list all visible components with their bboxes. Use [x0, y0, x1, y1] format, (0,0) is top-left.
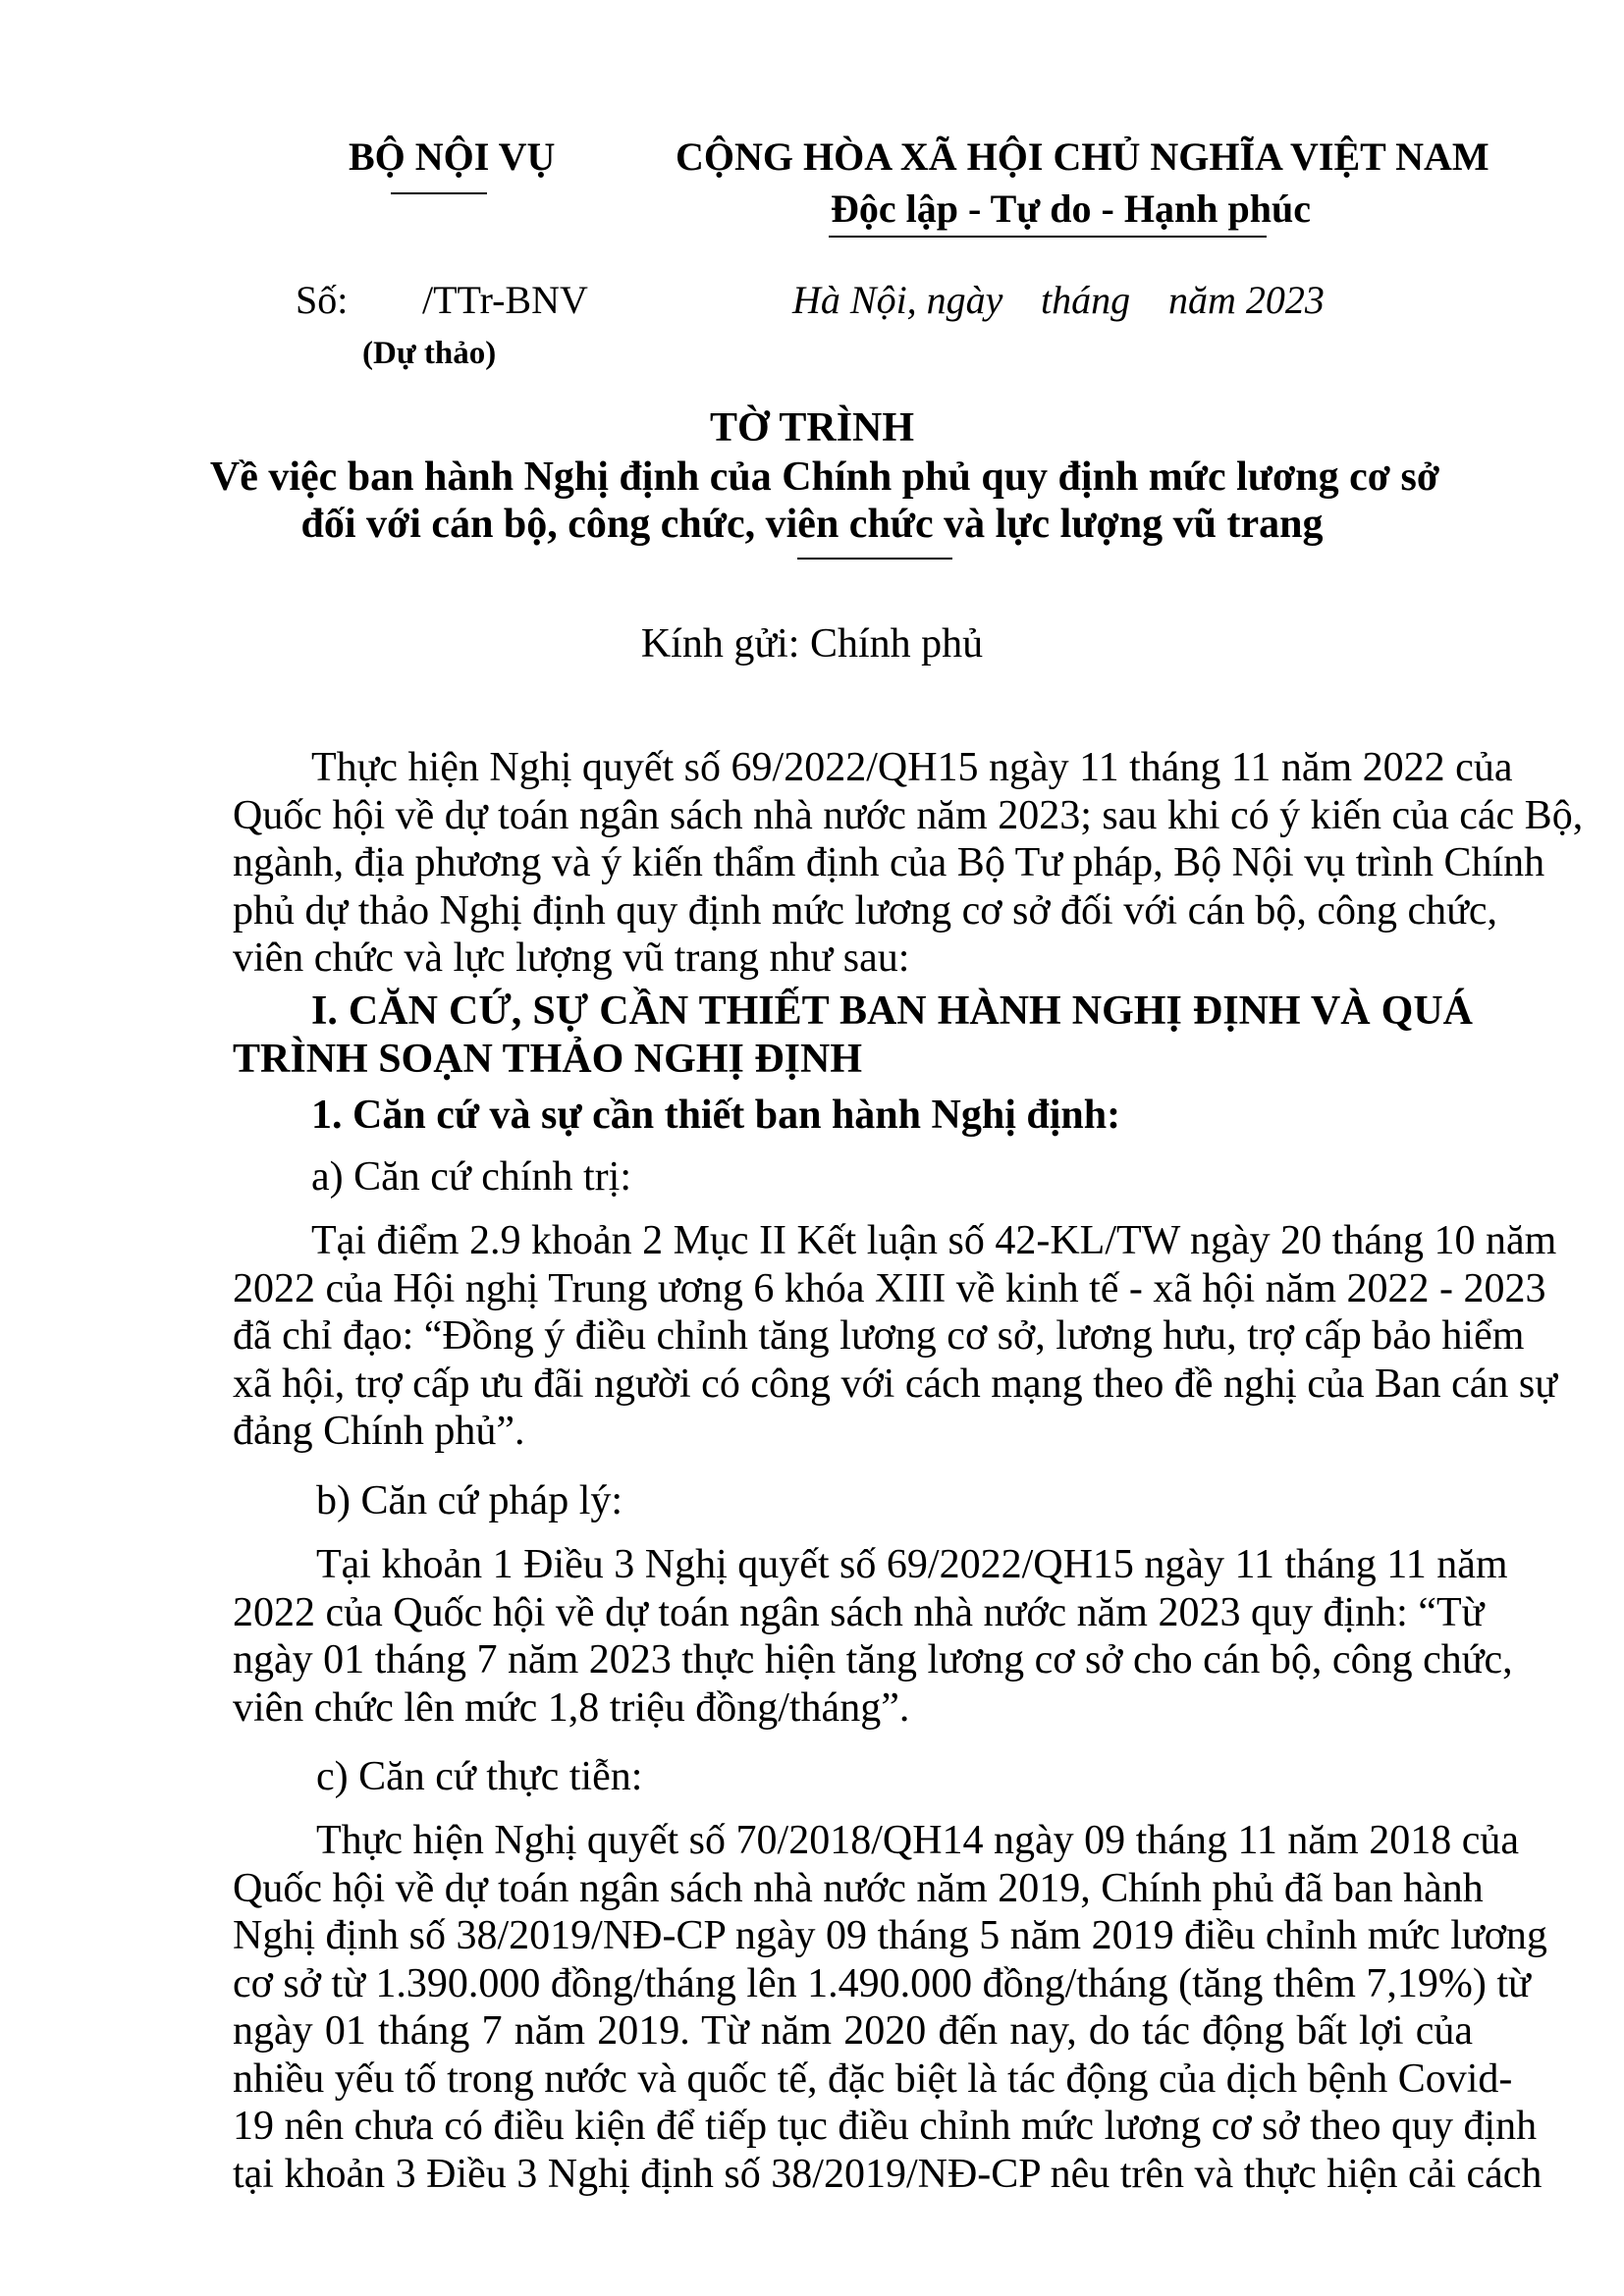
paragraph-line: nhiều yếu tố trong nước và quốc tế, đặc biệt là tác động của dịch bệnh Covid-	[233, 2056, 1513, 2102]
draft-label: (Dự thảo)	[362, 336, 497, 371]
paragraph-line: Nghị định số 38/2019/NĐ-CP ngày 09 tháng 5 năm 2019 điều chỉnh mức lương	[233, 1913, 1547, 1958]
document-subject-line-1: Về việc ban hành Nghị định của Chính phủ quy định mức lương cơ sở	[209, 454, 1440, 500]
paragraph-line: Tại khoản 1 Điều 3 Nghị quyết số 69/2022/QH15 ngày 11 tháng 11 năm	[316, 1542, 1508, 1587]
paragraph-line: xã hội, trợ cấp ưu đãi người có công với cách mạng theo đề nghị của Ban cán sự	[233, 1361, 1558, 1407]
recipient: Kính gửi: Chính phủ	[640, 621, 984, 667]
agency-underline	[391, 192, 487, 194]
paragraph-line: 2022 của Quốc hội về dự toán ngân sách nhà nước năm 2023 quy định: “Từ	[233, 1589, 1485, 1635]
section-heading-line: TRÌNH SOẠN THẢO NGHỊ ĐỊNH	[233, 1036, 862, 1082]
date-month: tháng	[1041, 278, 1131, 322]
paragraph-line: đã chỉ đạo: “Đồng ý điều chỉnh tăng lương cơ sở, lương hưu, trợ cấp bảo hiểm	[233, 1313, 1525, 1359]
intro-line: ngành, địa phương và ý kiến thẩm định của Bộ Tư pháp, Bộ Nội vụ trình Chính	[233, 840, 1545, 885]
agency-name: BỘ NỘI VỤ	[349, 134, 556, 179]
item-c-heading: c) Căn cứ thực tiễn:	[316, 1754, 643, 1799]
paragraph-line: ngày 01 tháng 7 năm 2019. Từ năm 2020 đến nay, do tác động bất lợi của	[233, 2008, 1473, 2054]
paragraph-c	[233, 1817, 1547, 2198]
motto-underline	[829, 236, 1267, 238]
title-underline	[797, 558, 952, 560]
paragraph-line: Tại điểm 2.9 khoản 2 Mục II Kết luận số 42-KL/TW ngày 20 tháng 10 năm	[311, 1218, 1557, 1263]
paragraph-line: Quốc hội về dự toán ngân sách nhà nước năm 2019, Chính phủ đã ban hành	[233, 1865, 1484, 1911]
intro-line: Quốc hội về dự toán ngân sách nhà nước năm 2023; sau khi có ý kiến của các Bộ,	[233, 792, 1584, 838]
intro-paragraph	[233, 744, 1584, 983]
national-motto: Độc lập - Tự do - Hạnh phúc	[831, 187, 1311, 231]
document-title: TỜ TRÌNH	[709, 405, 915, 451]
paragraph-line: tại khoản 3 Điều 3 Nghị định số 38/2019/NĐ-CP nêu trên và thực hiện cải cách	[233, 2151, 1543, 2197]
subsection-heading-1: 1. Căn cứ và sự cần thiết ban hành Nghị định:	[311, 1093, 1121, 1138]
paragraph-a	[233, 1217, 1558, 1456]
section-heading-line: I. CĂN CỨ, SỰ CẦN THIẾT BAN HÀNH NGHỊ ĐỊNH VÀ QUÁ	[311, 988, 1473, 1034]
document-number-label: Số:	[296, 278, 349, 322]
paragraph-line: cơ sở từ 1.390.000 đồng/tháng lên 1.490.000 đồng/tháng (tăng thêm 7,19%) từ	[233, 1960, 1531, 2006]
place-date: Hà Nội, ngày	[792, 278, 1003, 322]
section-heading-1	[233, 988, 1473, 1083]
intro-line: viên chức và lực lượng vũ trang như sau:	[233, 935, 910, 981]
date-year: năm 2023	[1168, 278, 1325, 322]
intro-line: phủ dự thảo Nghị định quy định mức lương cơ sở đối với cán bộ, công chức,	[233, 887, 1498, 934]
document-number-code: /TTr-BNV	[422, 278, 588, 322]
paragraph-line: ngày 01 tháng 7 năm 2023 thực hiện tăng lương cơ sở cho cán bộ, công chức,	[233, 1637, 1513, 1682]
paragraph-b	[233, 1541, 1513, 1732]
paragraph-line: viên chức lên mức 1,8 triệu đồng/tháng”.	[233, 1684, 910, 1731]
paragraph-line: 19 nên chưa có điều kiện để tiếp tục điều chỉnh mức lương cơ sở theo quy định	[233, 2104, 1538, 2149]
intro-line: Thực hiện Nghị quyết số 69/2022/QH15 ngày 11 tháng 11 năm 2022 của	[311, 745, 1513, 790]
paragraph-line: Thực hiện Nghị quyết số 70/2018/QH14 ngày 09 tháng 11 năm 2018 của	[316, 1818, 1520, 1863]
item-b-heading: b) Căn cứ pháp lý:	[316, 1478, 623, 1523]
country-name: CỘNG HÒA XÃ HỘI CHỦ NGHĨA VIỆT NAM	[676, 134, 1489, 179]
paragraph-line: 2022 của Hội nghị Trung ương 6 khóa XIII về kinh tế - xã hội năm 2022 - 2023	[233, 1265, 1546, 1311]
paragraph-line: đảng Chính phủ”.	[233, 1409, 525, 1454]
document-subject-line-2: đối với cán bộ, công chức, viên chức và lực lượng vũ trang	[300, 502, 1324, 547]
item-a-heading: a) Căn cứ chính trị:	[311, 1154, 631, 1200]
